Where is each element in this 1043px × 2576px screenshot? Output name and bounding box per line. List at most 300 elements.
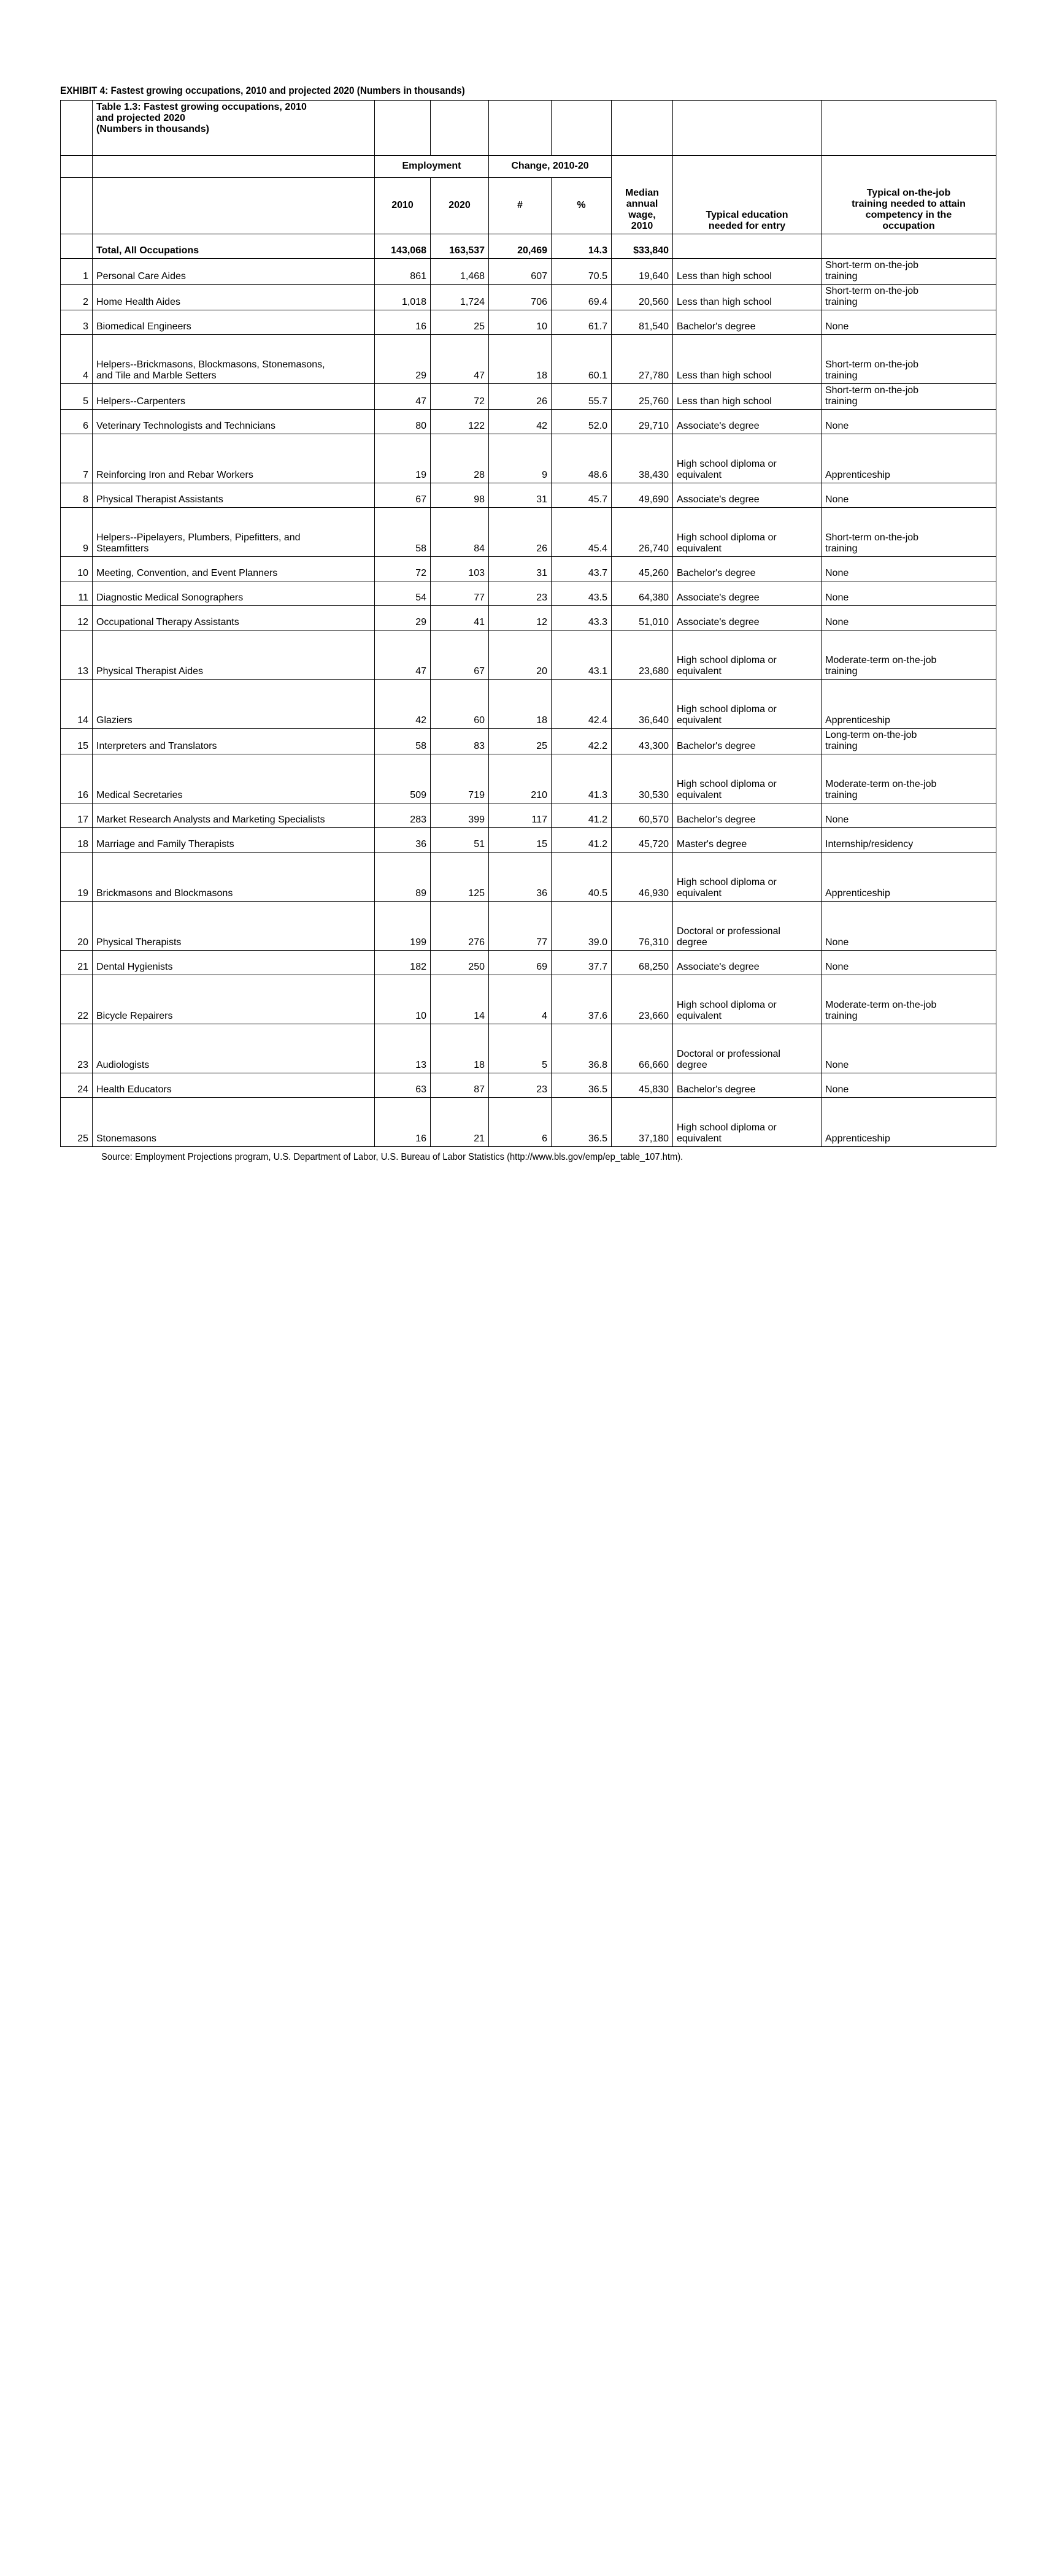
training-line: training — [825, 741, 858, 751]
change-number-cell: 18 — [489, 335, 552, 384]
rank-cell: 3 — [61, 310, 93, 335]
table-row — [61, 680, 996, 729]
rank-cell: 18 — [61, 828, 93, 853]
education-line: Less than high school — [677, 297, 772, 307]
education-cell — [673, 310, 822, 335]
education-cell — [673, 606, 822, 631]
occupation-line: Diagnostic Medical Sonographers — [96, 592, 244, 603]
training-line: None — [825, 421, 849, 431]
employment-2020-cell: 122 — [431, 410, 489, 434]
total-change-percent: 14.3 — [552, 234, 612, 259]
change-percent-cell: 36.8 — [552, 1024, 612, 1073]
training-line: None — [825, 1060, 849, 1070]
change-number-cell: 15 — [489, 828, 552, 853]
header-line: training needed to attain — [852, 199, 966, 209]
employment-2020-cell: 1,468 — [431, 259, 489, 285]
training-line: Short-term on-the-job — [825, 532, 919, 543]
table-row — [61, 828, 996, 853]
blank-cell — [673, 101, 822, 156]
change-number-cell: 20 — [489, 631, 552, 680]
education-cell — [673, 557, 822, 581]
header-line: needed for entry — [708, 221, 786, 231]
change-percent-cell: 42.2 — [552, 729, 612, 754]
blank-cell — [673, 234, 822, 259]
blank-cell — [612, 101, 673, 156]
blank-cell — [61, 156, 93, 178]
change-percent-cell: 41.3 — [552, 754, 612, 803]
table-title-line: and projected 2020 — [96, 113, 185, 123]
training-cell — [822, 483, 996, 508]
blank-cell — [431, 101, 489, 156]
median-wage-cell: 45,830 — [612, 1073, 673, 1098]
change-percent-cell: 61.7 — [552, 310, 612, 335]
header-line: annual — [626, 199, 658, 209]
training-cell — [822, 1024, 996, 1073]
change-number-cell: 23 — [489, 1073, 552, 1098]
occupation-cell — [93, 508, 375, 557]
employment-2020-cell: 719 — [431, 754, 489, 803]
median-wage-cell: 60,570 — [612, 803, 673, 828]
training-cell — [822, 754, 996, 803]
rank-cell: 10 — [61, 557, 93, 581]
occupation-cell — [93, 335, 375, 384]
rank-cell: 5 — [61, 384, 93, 410]
education-line: equivalent — [677, 666, 722, 677]
change-percent-cell: 41.2 — [552, 803, 612, 828]
training-line: Moderate-term on-the-job — [825, 779, 937, 789]
training-cell — [822, 384, 996, 410]
training-cell — [822, 803, 996, 828]
education-line: Associate's degree — [677, 421, 760, 431]
blank-cell — [61, 234, 93, 259]
occupation-cell — [93, 975, 375, 1024]
occupation-cell — [93, 434, 375, 483]
employment-2010-cell: 58 — [375, 508, 431, 557]
rank-cell: 2 — [61, 285, 93, 310]
employment-2010-cell: 47 — [375, 631, 431, 680]
training-cell — [822, 581, 996, 606]
median-wage-cell: 51,010 — [612, 606, 673, 631]
employment-2010-cell: 509 — [375, 754, 431, 803]
employment-2010-cell: 29 — [375, 335, 431, 384]
employment-2020-cell: 21 — [431, 1098, 489, 1147]
education-cell — [673, 483, 822, 508]
training-cell — [822, 410, 996, 434]
education-line: High school diploma or — [677, 459, 777, 469]
table-row — [61, 754, 996, 803]
table-row — [61, 951, 996, 975]
occupation-line: Helpers--Pipelayers, Plumbers, Pipefitters, and — [96, 532, 301, 543]
median-wage-cell: 45,720 — [612, 828, 673, 853]
occupation-line: Home Health Aides — [96, 297, 180, 307]
education-line: Bachelor's degree — [677, 1084, 756, 1095]
median-wage-cell: 76,310 — [612, 902, 673, 951]
table-row — [61, 1073, 996, 1098]
occupation-cell — [93, 729, 375, 754]
education-line: Associate's degree — [677, 592, 760, 603]
median-wage-header — [612, 156, 673, 234]
change-number-header: # — [489, 178, 552, 234]
training-line: Moderate-term on-the-job — [825, 655, 937, 665]
blank-cell — [822, 234, 996, 259]
header-line: competency in the — [865, 210, 952, 220]
education-line: Less than high school — [677, 271, 772, 282]
occupation-cell — [93, 951, 375, 975]
table-row — [61, 729, 996, 754]
employment-2010-cell: 199 — [375, 902, 431, 951]
table-row — [61, 483, 996, 508]
education-line: equivalent — [677, 1011, 722, 1021]
employment-2020-cell: 103 — [431, 557, 489, 581]
occupation-cell — [93, 1073, 375, 1098]
change-number-cell: 36 — [489, 853, 552, 902]
education-line: High school diploma or — [677, 779, 777, 789]
occupation-line: Occupational Therapy Assistants — [96, 617, 239, 627]
occupation-cell — [93, 828, 375, 853]
occupation-line: Interpreters and Translators — [96, 741, 217, 751]
change-percent-cell: 70.5 — [552, 259, 612, 285]
rank-cell: 25 — [61, 1098, 93, 1147]
education-cell — [673, 1024, 822, 1073]
rank-cell: 17 — [61, 803, 93, 828]
occupation-cell — [93, 410, 375, 434]
employment-2020-cell: 18 — [431, 1024, 489, 1073]
median-wage-cell: 29,710 — [612, 410, 673, 434]
change-number-cell: 117 — [489, 803, 552, 828]
occupation-cell — [93, 483, 375, 508]
education-cell — [673, 680, 822, 729]
occupation-line: Physical Therapist Aides — [96, 666, 204, 677]
blank-cell — [552, 101, 612, 156]
education-line: Doctoral or professional — [677, 1049, 780, 1059]
change-header: Change, 2010-20 — [489, 156, 612, 178]
change-percent-cell: 43.5 — [552, 581, 612, 606]
change-percent-cell: 69.4 — [552, 285, 612, 310]
occupation-line: Market Research Analysts and Marketing Specialists — [96, 815, 325, 825]
employment-2020-cell: 87 — [431, 1073, 489, 1098]
education-line: Less than high school — [677, 370, 772, 381]
occupation-line: Reinforcing Iron and Rebar Workers — [96, 470, 253, 480]
change-number-cell: 18 — [489, 680, 552, 729]
rank-cell: 23 — [61, 1024, 93, 1073]
employment-2010-cell: 861 — [375, 259, 431, 285]
training-cell — [822, 508, 996, 557]
median-wage-cell: 30,530 — [612, 754, 673, 803]
occupation-cell — [93, 680, 375, 729]
change-number-cell: 42 — [489, 410, 552, 434]
change-number-cell: 31 — [489, 483, 552, 508]
employment-2010-cell: 54 — [375, 581, 431, 606]
education-line: Bachelor's degree — [677, 568, 756, 578]
rank-cell: 20 — [61, 902, 93, 951]
occupation-line: Steamfitters — [96, 543, 149, 554]
training-cell — [822, 606, 996, 631]
education-line: Associate's degree — [677, 494, 760, 505]
employment-2010-cell: 67 — [375, 483, 431, 508]
median-wage-cell: 19,640 — [612, 259, 673, 285]
training-cell — [822, 1098, 996, 1147]
education-line: Bachelor's degree — [677, 815, 756, 825]
rank-cell: 6 — [61, 410, 93, 434]
median-wage-cell: 43,300 — [612, 729, 673, 754]
training-line: Internship/residency — [825, 839, 914, 849]
employment-2010-cell: 47 — [375, 384, 431, 410]
occupation-line: and Tile and Marble Setters — [96, 370, 217, 381]
training-line: Apprenticeship — [825, 470, 890, 480]
blank-cell — [489, 101, 552, 156]
table-row — [61, 557, 996, 581]
education-cell — [673, 335, 822, 384]
training-cell — [822, 902, 996, 951]
change-percent-cell: 45.7 — [552, 483, 612, 508]
median-wage-cell: 81,540 — [612, 310, 673, 335]
employment-2010-cell: 36 — [375, 828, 431, 853]
header-group-row — [61, 156, 996, 178]
training-line: Long-term on-the-job — [825, 730, 917, 740]
employment-2010-cell: 1,018 — [375, 285, 431, 310]
median-wage-cell: 37,180 — [612, 1098, 673, 1147]
change-number-cell: 77 — [489, 902, 552, 951]
exhibit-title: EXHIBIT 4: Fastest growing occupations, 2010 and projected 2020 (Numbers in thousands) — [60, 85, 465, 96]
table-row — [61, 310, 996, 335]
total-employment-2010: 143,068 — [375, 234, 431, 259]
table-row — [61, 803, 996, 828]
training-line: Moderate-term on-the-job — [825, 1000, 937, 1010]
change-percent-cell: 41.2 — [552, 828, 612, 853]
change-percent-header: % — [552, 178, 612, 234]
table-title-cell — [93, 101, 375, 156]
education-line: equivalent — [677, 790, 722, 800]
occupation-line: Bicycle Repairers — [96, 1011, 173, 1021]
median-wage-cell: 46,930 — [612, 853, 673, 902]
occupation-cell — [93, 803, 375, 828]
header-line: Typical on-the-job — [866, 188, 951, 198]
training-cell — [822, 434, 996, 483]
employment-2020-cell: 47 — [431, 335, 489, 384]
source-note: Source: Employment Projections program, U.S. Department of Labor, U.S. Bureau of Labor Statistics (http://www.bls.gov/emp/ep_table_107.htm). — [101, 1152, 683, 1162]
median-wage-cell: 25,760 — [612, 384, 673, 410]
median-wage-cell: 27,780 — [612, 335, 673, 384]
total-employment-2020: 163,537 — [431, 234, 489, 259]
rank-cell: 24 — [61, 1073, 93, 1098]
rank-cell: 22 — [61, 975, 93, 1024]
change-percent-cell: 55.7 — [552, 384, 612, 410]
change-percent-cell: 43.1 — [552, 631, 612, 680]
occupation-line: Medical Secretaries — [96, 790, 183, 800]
rank-cell: 7 — [61, 434, 93, 483]
occupation-cell — [93, 754, 375, 803]
education-cell — [673, 1073, 822, 1098]
training-cell — [822, 631, 996, 680]
employment-2010-cell: 29 — [375, 606, 431, 631]
occupation-line: Brickmasons and Blockmasons — [96, 888, 233, 899]
occupation-cell — [93, 384, 375, 410]
occupation-line: Stonemasons — [96, 1133, 156, 1144]
employment-2020-cell: 41 — [431, 606, 489, 631]
change-number-cell: 9 — [489, 434, 552, 483]
education-cell — [673, 853, 822, 902]
employment-2020-cell: 51 — [431, 828, 489, 853]
rank-cell: 9 — [61, 508, 93, 557]
education-line: High school diploma or — [677, 655, 777, 665]
blank-cell — [93, 156, 375, 178]
change-percent-cell: 39.0 — [552, 902, 612, 951]
rank-cell: 21 — [61, 951, 93, 975]
employment-2020-cell: 250 — [431, 951, 489, 975]
median-wage-cell: 26,740 — [612, 508, 673, 557]
median-wage-cell: 64,380 — [612, 581, 673, 606]
occupation-line: Glaziers — [96, 715, 133, 726]
education-line: High school diploma or — [677, 532, 777, 543]
employment-2010-cell: 16 — [375, 310, 431, 335]
occupation-line: Health Educators — [96, 1084, 172, 1095]
training-line: training — [825, 790, 858, 800]
training-line: training — [825, 543, 858, 554]
training-line: None — [825, 617, 849, 627]
header-line: Median — [625, 188, 660, 198]
occupation-cell — [93, 285, 375, 310]
education-line: High school diploma or — [677, 704, 777, 715]
median-wage-cell: 38,430 — [612, 434, 673, 483]
education-line: High school diploma or — [677, 1000, 777, 1010]
education-cell — [673, 410, 822, 434]
education-cell — [673, 508, 822, 557]
employment-2010-cell: 72 — [375, 557, 431, 581]
training-cell — [822, 1073, 996, 1098]
employment-2020-cell: 67 — [431, 631, 489, 680]
training-cell — [822, 557, 996, 581]
training-cell — [822, 259, 996, 285]
employment-2020-cell: 28 — [431, 434, 489, 483]
training-line: None — [825, 1084, 849, 1095]
median-wage-cell: 36,640 — [612, 680, 673, 729]
header-line: Typical education — [706, 210, 788, 220]
training-line: None — [825, 592, 849, 603]
change-number-cell: 4 — [489, 975, 552, 1024]
change-percent-cell: 36.5 — [552, 1073, 612, 1098]
title-row — [61, 101, 996, 156]
year-2010-header: 2010 — [375, 178, 431, 234]
education-cell — [673, 581, 822, 606]
occupation-cell — [93, 259, 375, 285]
change-number-cell: 23 — [489, 581, 552, 606]
employment-2020-cell: 14 — [431, 975, 489, 1024]
table-row — [61, 581, 996, 606]
rank-cell: 16 — [61, 754, 93, 803]
rank-cell: 13 — [61, 631, 93, 680]
table-title-line: Table 1.3: Fastest growing occupations, 2010 — [96, 102, 307, 112]
blank-cell — [61, 101, 93, 156]
median-wage-cell: 45,260 — [612, 557, 673, 581]
occupation-line: Physical Therapists — [96, 937, 182, 948]
employment-header: Employment — [375, 156, 489, 178]
education-line: Bachelor's degree — [677, 741, 756, 751]
education-line: equivalent — [677, 470, 722, 480]
median-wage-cell: 20,560 — [612, 285, 673, 310]
table-row — [61, 853, 996, 902]
training-line: Short-term on-the-job — [825, 286, 919, 296]
change-number-cell: 706 — [489, 285, 552, 310]
employment-2010-cell: 182 — [375, 951, 431, 975]
education-line: Master's degree — [677, 839, 747, 849]
employment-2010-cell: 19 — [375, 434, 431, 483]
training-header — [822, 156, 996, 234]
occupation-cell — [93, 631, 375, 680]
change-percent-cell: 52.0 — [552, 410, 612, 434]
education-cell — [673, 729, 822, 754]
education-cell — [673, 434, 822, 483]
training-line: training — [825, 396, 858, 407]
education-cell — [673, 902, 822, 951]
training-cell — [822, 828, 996, 853]
education-line: Bachelor's degree — [677, 321, 756, 332]
total-median-wage: $33,840 — [612, 234, 673, 259]
blank-cell — [93, 178, 375, 234]
change-percent-cell: 45.4 — [552, 508, 612, 557]
training-line: training — [825, 297, 858, 307]
employment-2010-cell: 13 — [375, 1024, 431, 1073]
training-cell — [822, 729, 996, 754]
change-number-cell: 31 — [489, 557, 552, 581]
education-line: High school diploma or — [677, 877, 777, 887]
change-percent-cell: 43.7 — [552, 557, 612, 581]
training-line: training — [825, 271, 858, 282]
occupations-table — [60, 100, 996, 1147]
rank-cell: 11 — [61, 581, 93, 606]
table-row — [61, 631, 996, 680]
change-percent-cell: 40.5 — [552, 853, 612, 902]
education-line: Less than high school — [677, 396, 772, 407]
table-row — [61, 1098, 996, 1147]
education-cell — [673, 384, 822, 410]
training-line: training — [825, 370, 858, 381]
employment-2010-cell: 16 — [375, 1098, 431, 1147]
table-row — [61, 285, 996, 310]
header-line: wage, — [628, 210, 656, 220]
education-line: equivalent — [677, 715, 722, 726]
education-cell — [673, 828, 822, 853]
training-cell — [822, 285, 996, 310]
change-percent-cell: 60.1 — [552, 335, 612, 384]
total-label: Total, All Occupations — [93, 234, 375, 259]
table-title-line: (Numbers in thousands) — [96, 124, 210, 134]
blank-cell — [822, 101, 996, 156]
training-line: None — [825, 962, 849, 972]
occupation-line: Biomedical Engineers — [96, 321, 191, 332]
change-number-cell: 6 — [489, 1098, 552, 1147]
occupation-cell — [93, 581, 375, 606]
blank-cell — [375, 101, 431, 156]
training-cell — [822, 335, 996, 384]
table-row — [61, 902, 996, 951]
employment-2020-cell: 399 — [431, 803, 489, 828]
change-percent-cell: 43.3 — [552, 606, 612, 631]
rank-cell: 8 — [61, 483, 93, 508]
change-percent-cell: 37.6 — [552, 975, 612, 1024]
education-line: equivalent — [677, 888, 722, 899]
employment-2020-cell: 60 — [431, 680, 489, 729]
training-cell — [822, 680, 996, 729]
table-row — [61, 335, 996, 384]
median-wage-cell: 23,680 — [612, 631, 673, 680]
training-line: training — [825, 1011, 858, 1021]
table-row — [61, 384, 996, 410]
employment-2020-cell: 1,724 — [431, 285, 489, 310]
training-line: None — [825, 937, 849, 948]
employment-2020-cell: 276 — [431, 902, 489, 951]
change-number-cell: 10 — [489, 310, 552, 335]
table-row — [61, 606, 996, 631]
